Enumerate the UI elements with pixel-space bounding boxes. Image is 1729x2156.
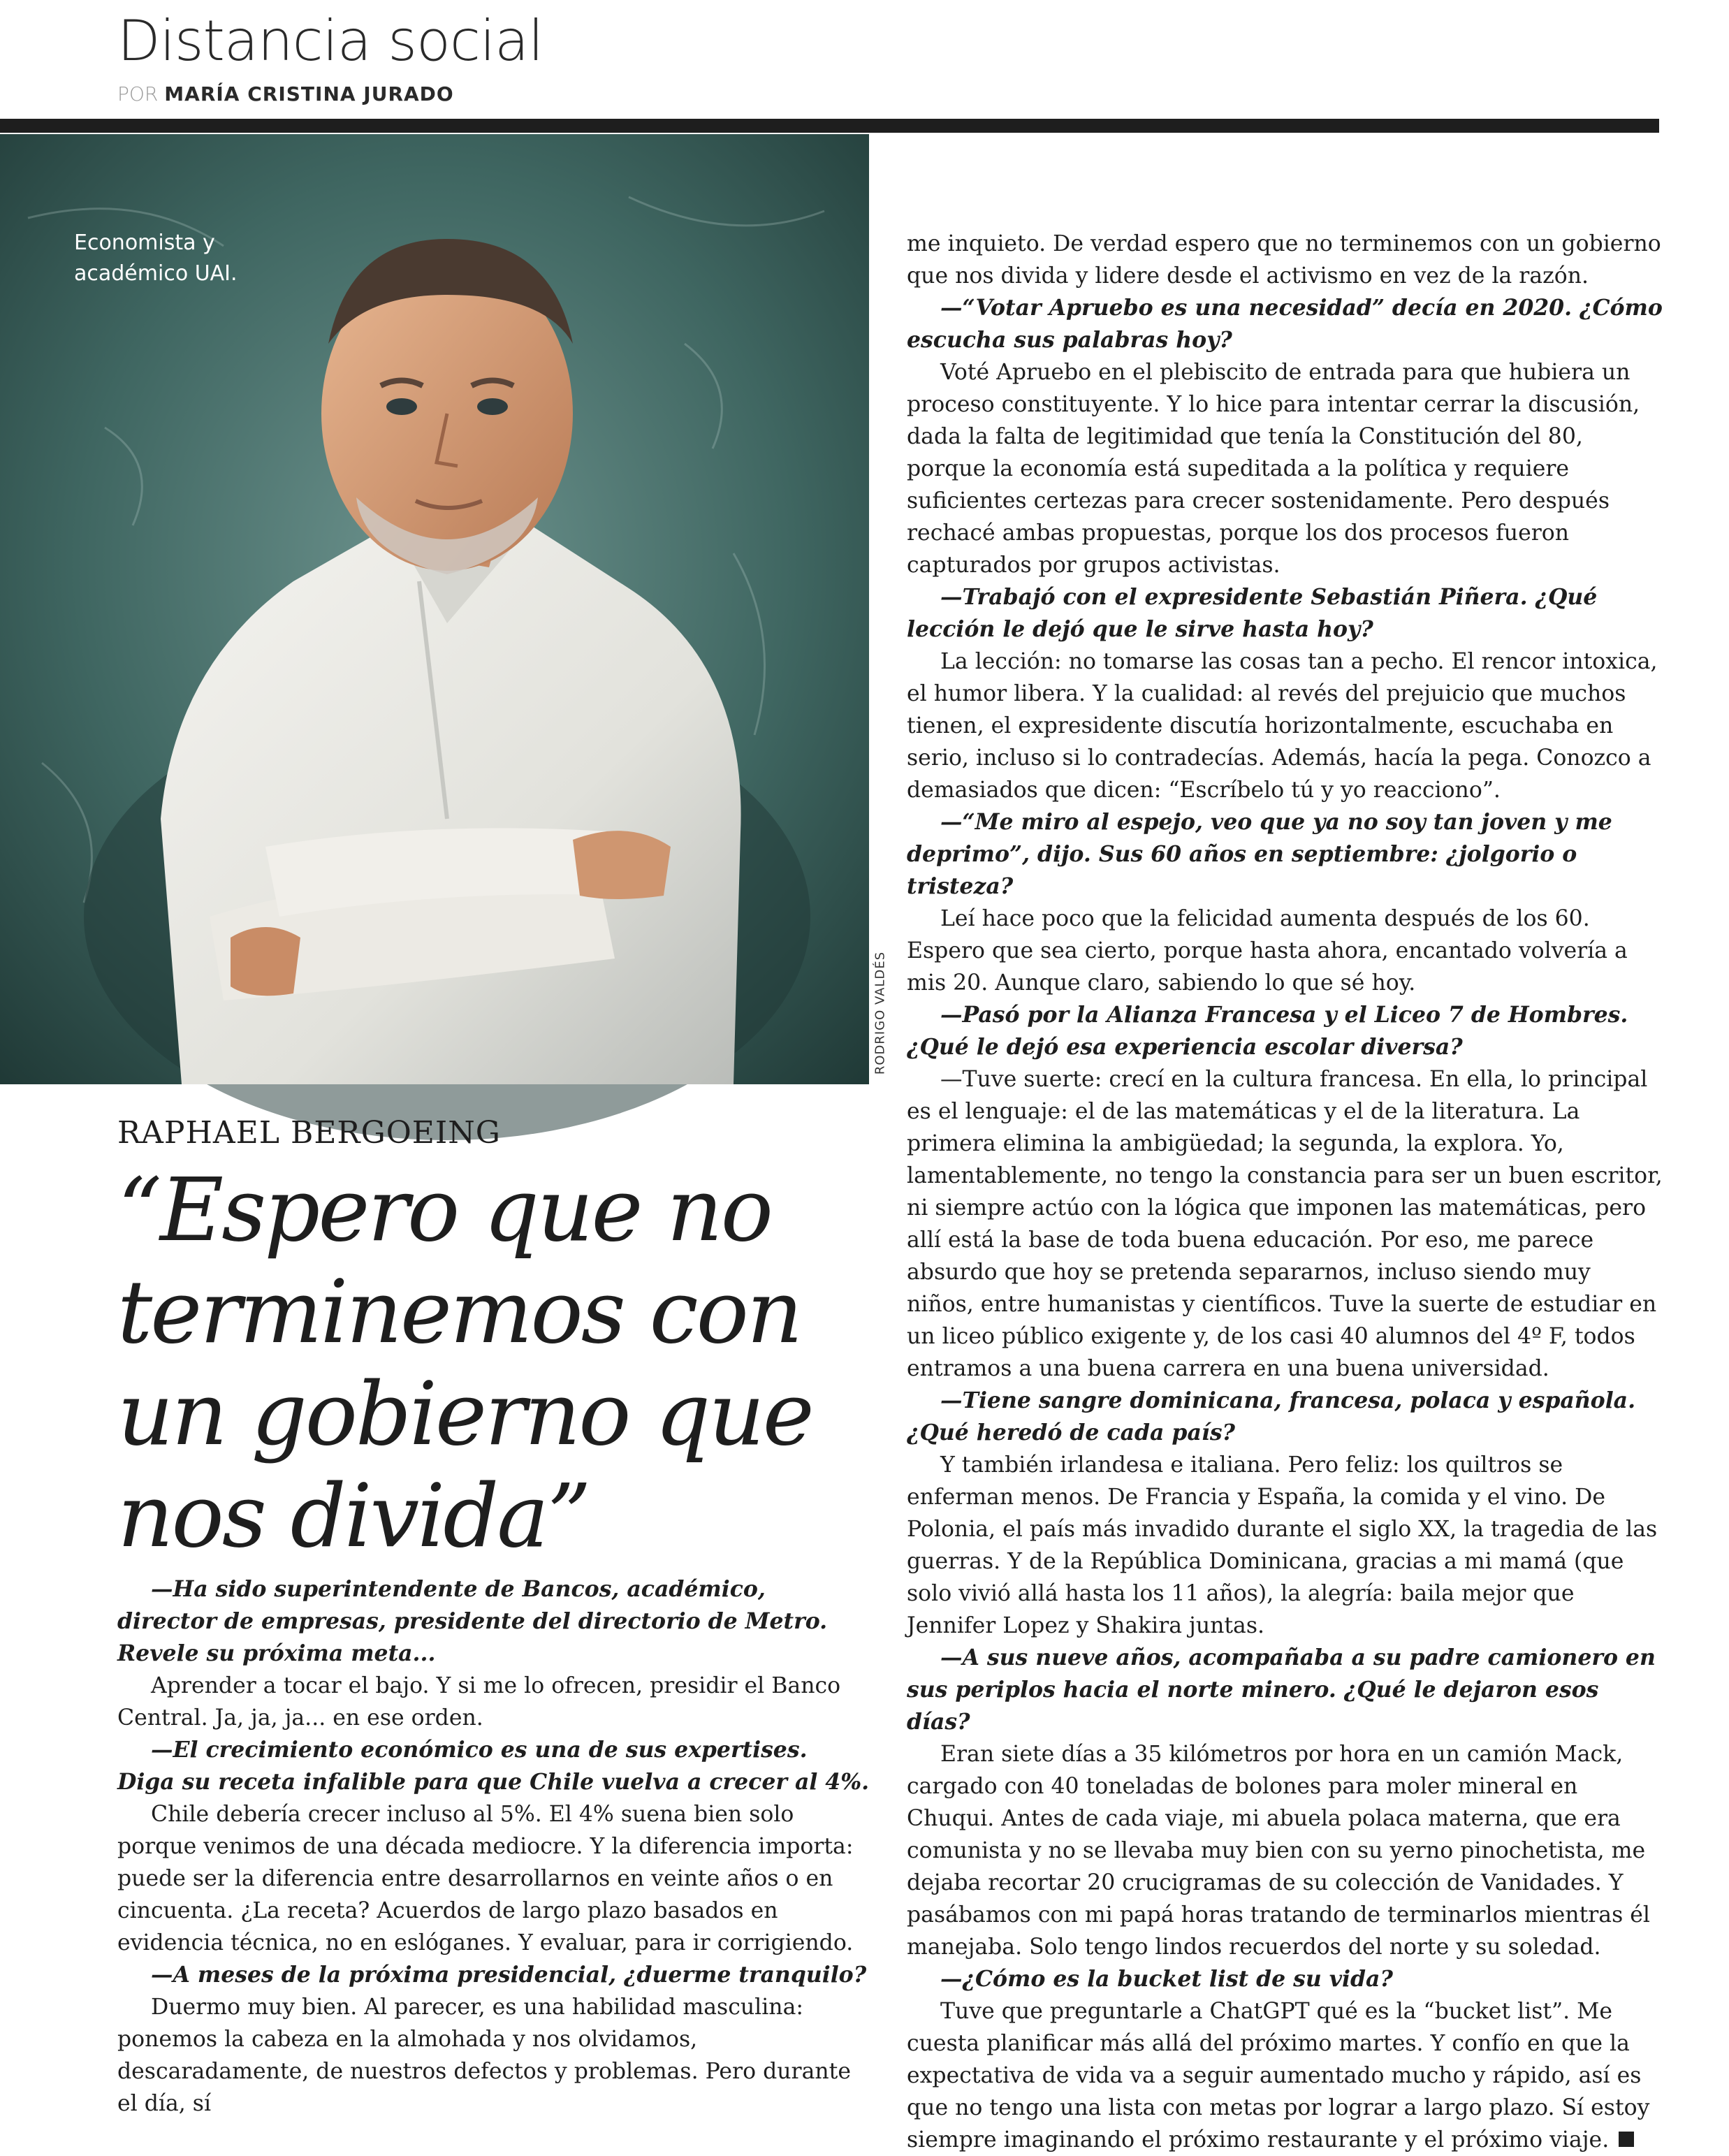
byline bbox=[117, 82, 454, 105]
interview-answer: —Tuve suerte: crecí en la cultura francesa. En ella, lo principal es el lenguaje: el de las matemáticas y el de la literatura. La primera elimina la ambigüedad; la segunda, la explora. Yo, lamentablemente, no tengo la constancia para ser un buen escritor, ni siempre actúo con la lógica que imponen las matemáticas, pero allí está la base de toda buena educación. Por eso, me parece absurdo que hoy se pretenda separarnos, incluso siendo muy niños, entre humanistas y científicos. Tuve la suerte de estudiar en un liceo público exigente y, de los casi 40 alumnos del 4º F, todos entramos a una buena carrera en una buena universidad. bbox=[907, 1067, 1663, 1381]
interview-answer: Leí hace poco que la felicidad aumenta después de los 60. Espero que sea cierto, porque hasta ahora, encantado volvería a mis 20. Aunque claro, sabiendo lo que sé hoy. bbox=[907, 906, 1628, 996]
headline: “Espero que no terminemos con un gobierno que nos divida” bbox=[117, 1160, 812, 1567]
interview-answer: Aprender a tocar el bajo. Y si me lo ofrecen, presidir el Banco Central. Ja, ja, ja... en ese orden. bbox=[117, 1673, 841, 1731]
caption-line-1: Economista y bbox=[74, 231, 215, 255]
interview-question: —A sus nueve años, acompañaba a su padre camionero en sus periplos hacia el norte minero. ¿Qué le dejaron esos días? bbox=[907, 1645, 1656, 1735]
right-column bbox=[907, 228, 1663, 2156]
interview-question: —Trabajó con el expresidente Sebastián Piñera. ¿Qué lección le dejó que le sirve hasta hoy? bbox=[907, 584, 1598, 642]
header-rule bbox=[0, 119, 1659, 133]
interview-answer: Eran siete días a 35 kilómetros por hora en un camión Mack, cargado con 40 toneladas de bolones para moler mineral en Chuqui. Antes de cada viaje, mi abuela polaca materna, que era comunista y no se llevaba muy bien con su yerno pinochetista, me dejaba recortar 20 crucigramas de su colección de Vanidades. Y pasábamos con mi papá horas tratando de terminarlos mientras él manejaba. Solo tengo lindos recuerdos del norte y su soledad. bbox=[907, 1742, 1650, 1960]
interview-answer: Voté Apruebo en el plebiscito de entrada para que hubiera un proceso constituyente. Y lo hice para intentar cerrar la discusión, dada la falta de legitimidad que tenía la Constitución del 80, porque la economía está supeditada a la política y requiere suficientes certezas para crecer sostenidamente. Pero después rechacé ambas propuestas, porque los dos procesos fueron capturados por grupos activistas. bbox=[907, 360, 1640, 578]
interview-question: —“Votar Apruebo es una necesidad” decía en 2020. ¿Cómo escucha sus palabras hoy? bbox=[907, 295, 1663, 353]
interview-answer: me inquieto. De verdad espero que no terminemos con un gobierno que nos divida y lidere desde el activismo en vez de la razón. bbox=[907, 231, 1661, 289]
interview-question: —Pasó por la Alianza Francesa y el Liceo 7 de Hombres. ¿Qué le dejó esa experiencia escolar diversa? bbox=[907, 1002, 1628, 1060]
interview-question: —“Me miro al espejo, veo que ya no soy tan joven y me deprimo”, dijo. Sus 60 años en septiembre: ¿jolgorio o tristeza? bbox=[907, 809, 1612, 899]
interviewee-name: RAPHAEL BERGOEING bbox=[117, 1115, 501, 1151]
photo-caption bbox=[74, 228, 238, 289]
left-column bbox=[117, 1573, 872, 2120]
interview-question: —Tiene sangre dominicana, francesa, polaca y española. ¿Qué heredó de cada país? bbox=[907, 1387, 1636, 1445]
interview-answer: Chile debería crecer incluso al 5%. El 4% suena bien solo porque venimos de una década mediocre. Y la diferencia importa: puede ser la diferencia entre desarrollarnos en veinte años o en cincuenta. ¿La receta? Acuerdos de largo plazo basados en evidencia técnica, no en eslóganes. Y evaluar, para ir corrigiendo. bbox=[117, 1802, 854, 1955]
interview-answer: Tuve que preguntarle a ChatGPT qué es la “bucket list”. Me cuesta planificar más allá del próximo martes. Y confío en que la expectativa de vida va a seguir aumentado mucho y rápido, así es que no tengo una lista con metas por lograr a largo plazo. Sí estoy siempre imaginando el próximo restaurante y el próximo viaje. bbox=[907, 1999, 1650, 2153]
interview-question: —Ha sido superintendente de Bancos, académico, director de empresas, presidente del directorio de Metro. Revele su próxima meta... bbox=[117, 1576, 828, 1666]
caption-line-2: académico UAI. bbox=[74, 261, 238, 286]
interview-question: —El crecimiento económico es una de sus expertises. Diga su receta infalible para que Chile vuelva a crecer al 4%. bbox=[117, 1737, 870, 1795]
photo-credit-text: RODRIGO VALDÉS bbox=[873, 951, 888, 1075]
author-name: MARÍA CRISTINA JURADO bbox=[164, 82, 454, 105]
byline-prefix: POR bbox=[117, 82, 159, 105]
interview-question: —A meses de la próxima presidencial, ¿duerme tranquilo? bbox=[151, 1962, 867, 1988]
photo-credit bbox=[871, 943, 889, 1083]
end-of-article-mark bbox=[1619, 2132, 1634, 2147]
interview-question: —¿Cómo es la bucket list de su vida? bbox=[940, 1966, 1393, 1992]
interview-answer: La lección: no tomarse las cosas tan a pecho. El rencor intoxica, el humor libera. Y la cualidad: al revés del prejuicio que muchos tienen, el expresidente discutía horizontalmente, escuchaba en serio, incluso si lo contradecías. Además, hacía la pega. Conozco a demasiados que dicen: “Escríbelo tú y yo reacciono”. bbox=[907, 649, 1658, 803]
interview-answer: Duermo muy bien. Al parecer, es una habilidad masculina: ponemos la cabeza en la almohada y nos olvidamos, descaradamente, de nuestros defectos y problemas. Pero durante el día, sí bbox=[117, 1995, 851, 2116]
section-title: Distancia social bbox=[117, 8, 543, 73]
interview-answer: Y también irlandesa e italiana. Pero feliz: los quiltros se enferman menos. De Francia y España, la comida y el vino. De Polonia, el país más invadido durante el siglo XX, la tragedia de las guerras. Y de la República Dominicana, gracias a mi mamá (que solo vivió allá hasta los 11 años), la alegría: baila mejor que Jennifer Lopez y Shakira juntas. bbox=[907, 1452, 1658, 1638]
